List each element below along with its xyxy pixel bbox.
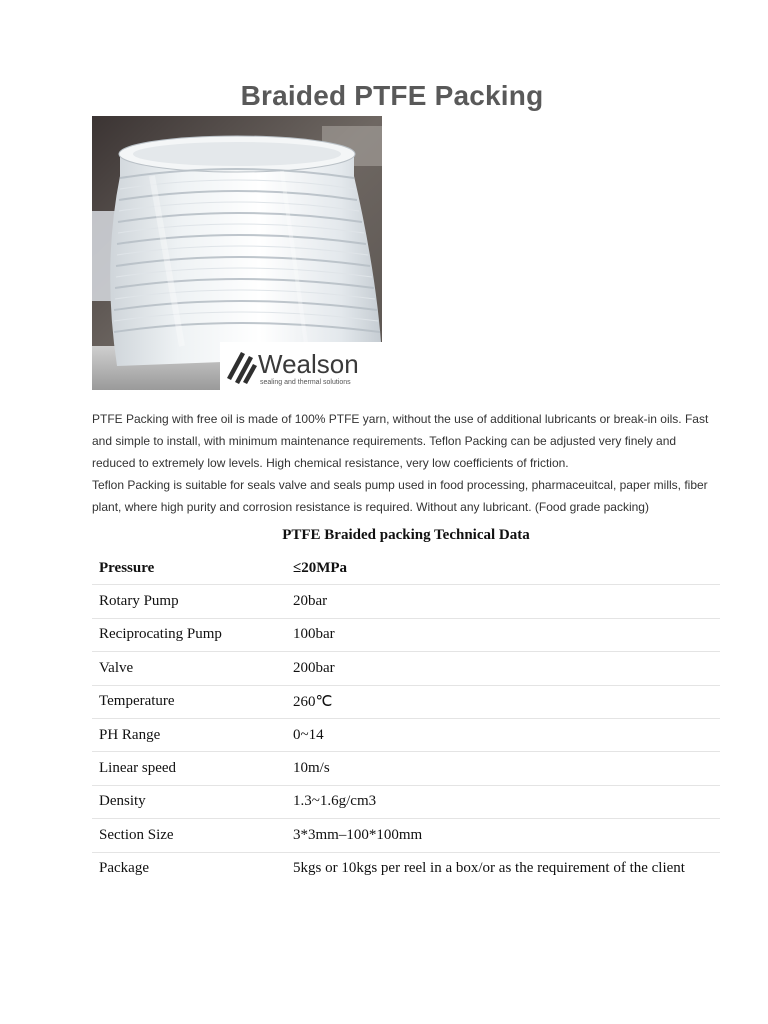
table-cell-label: Temperature bbox=[92, 685, 286, 718]
table-row bbox=[92, 852, 720, 885]
logo-tagline: sealing and thermal solutions bbox=[260, 379, 351, 386]
table-row bbox=[92, 618, 720, 651]
table-cell-label: Package bbox=[99, 860, 149, 877]
table-header-cell: ≤20MPa bbox=[286, 552, 720, 585]
logo-text: Wealson bbox=[258, 349, 359, 379]
table-cell-label: Density bbox=[92, 785, 286, 818]
table-cell-value: 10m/s bbox=[286, 752, 720, 785]
table-cell-label: Reciprocating Pump bbox=[92, 618, 286, 651]
table-row bbox=[92, 752, 720, 785]
table-row bbox=[92, 718, 720, 751]
table-cell-label: Section Size bbox=[92, 819, 286, 852]
product-description bbox=[92, 408, 712, 518]
table-row bbox=[92, 652, 720, 685]
ptfe-packing-reel-image bbox=[92, 116, 382, 390]
table-cell-value: 260℃ bbox=[286, 685, 720, 718]
table-cell-label: Linear speed bbox=[92, 752, 286, 785]
description-paragraph-2: Teflon Packing is suitable for seals valve and seals pump used in food processing, pharmaceuitcal, paper mills, fiber plant, where high purity and corrosion resistance is required. Without any lubricant. (Food grade packing) bbox=[92, 478, 708, 514]
table-header-row bbox=[92, 552, 720, 585]
table-title: PTFE Braided packing Technical Data bbox=[282, 527, 530, 543]
table-cell-value: 100bar bbox=[286, 618, 720, 651]
table-cell-value: 200bar bbox=[286, 652, 720, 685]
page-title: Braided PTFE Packing bbox=[240, 80, 544, 111]
table-cell-label: Rotary Pump bbox=[92, 585, 286, 618]
table-cell-value: 3*3mm–100*100mm bbox=[286, 819, 720, 852]
table-row bbox=[92, 819, 720, 852]
table-cell-value: 5kgs or 10kgs per reel in a box/or as the requirement of the client bbox=[293, 860, 685, 877]
table-header-cell: Pressure bbox=[92, 552, 286, 585]
table-cell-value: 1.3~1.6g/cm3 bbox=[286, 785, 720, 818]
table-cell-label: PH Range bbox=[92, 718, 286, 751]
table-cell-value: 20bar bbox=[286, 585, 720, 618]
table-row bbox=[92, 685, 720, 718]
table-cell-value: 0~14 bbox=[286, 718, 720, 751]
technical-data-table bbox=[92, 552, 720, 885]
table-row bbox=[92, 585, 720, 618]
description-paragraph-1: PTFE Packing with free oil is made of 100% PTFE yarn, without the use of additional lubricants or break-in oils. Fast and simple to install, with minimum maintenance requirements. Teflon Packing can be adjusted very finely and reduced to extremely low levels. High chemical resistance, very low coefficients of friction. bbox=[92, 412, 709, 470]
table-row bbox=[92, 785, 720, 818]
table-cell-label: Valve bbox=[92, 652, 286, 685]
product-photo bbox=[92, 116, 382, 390]
